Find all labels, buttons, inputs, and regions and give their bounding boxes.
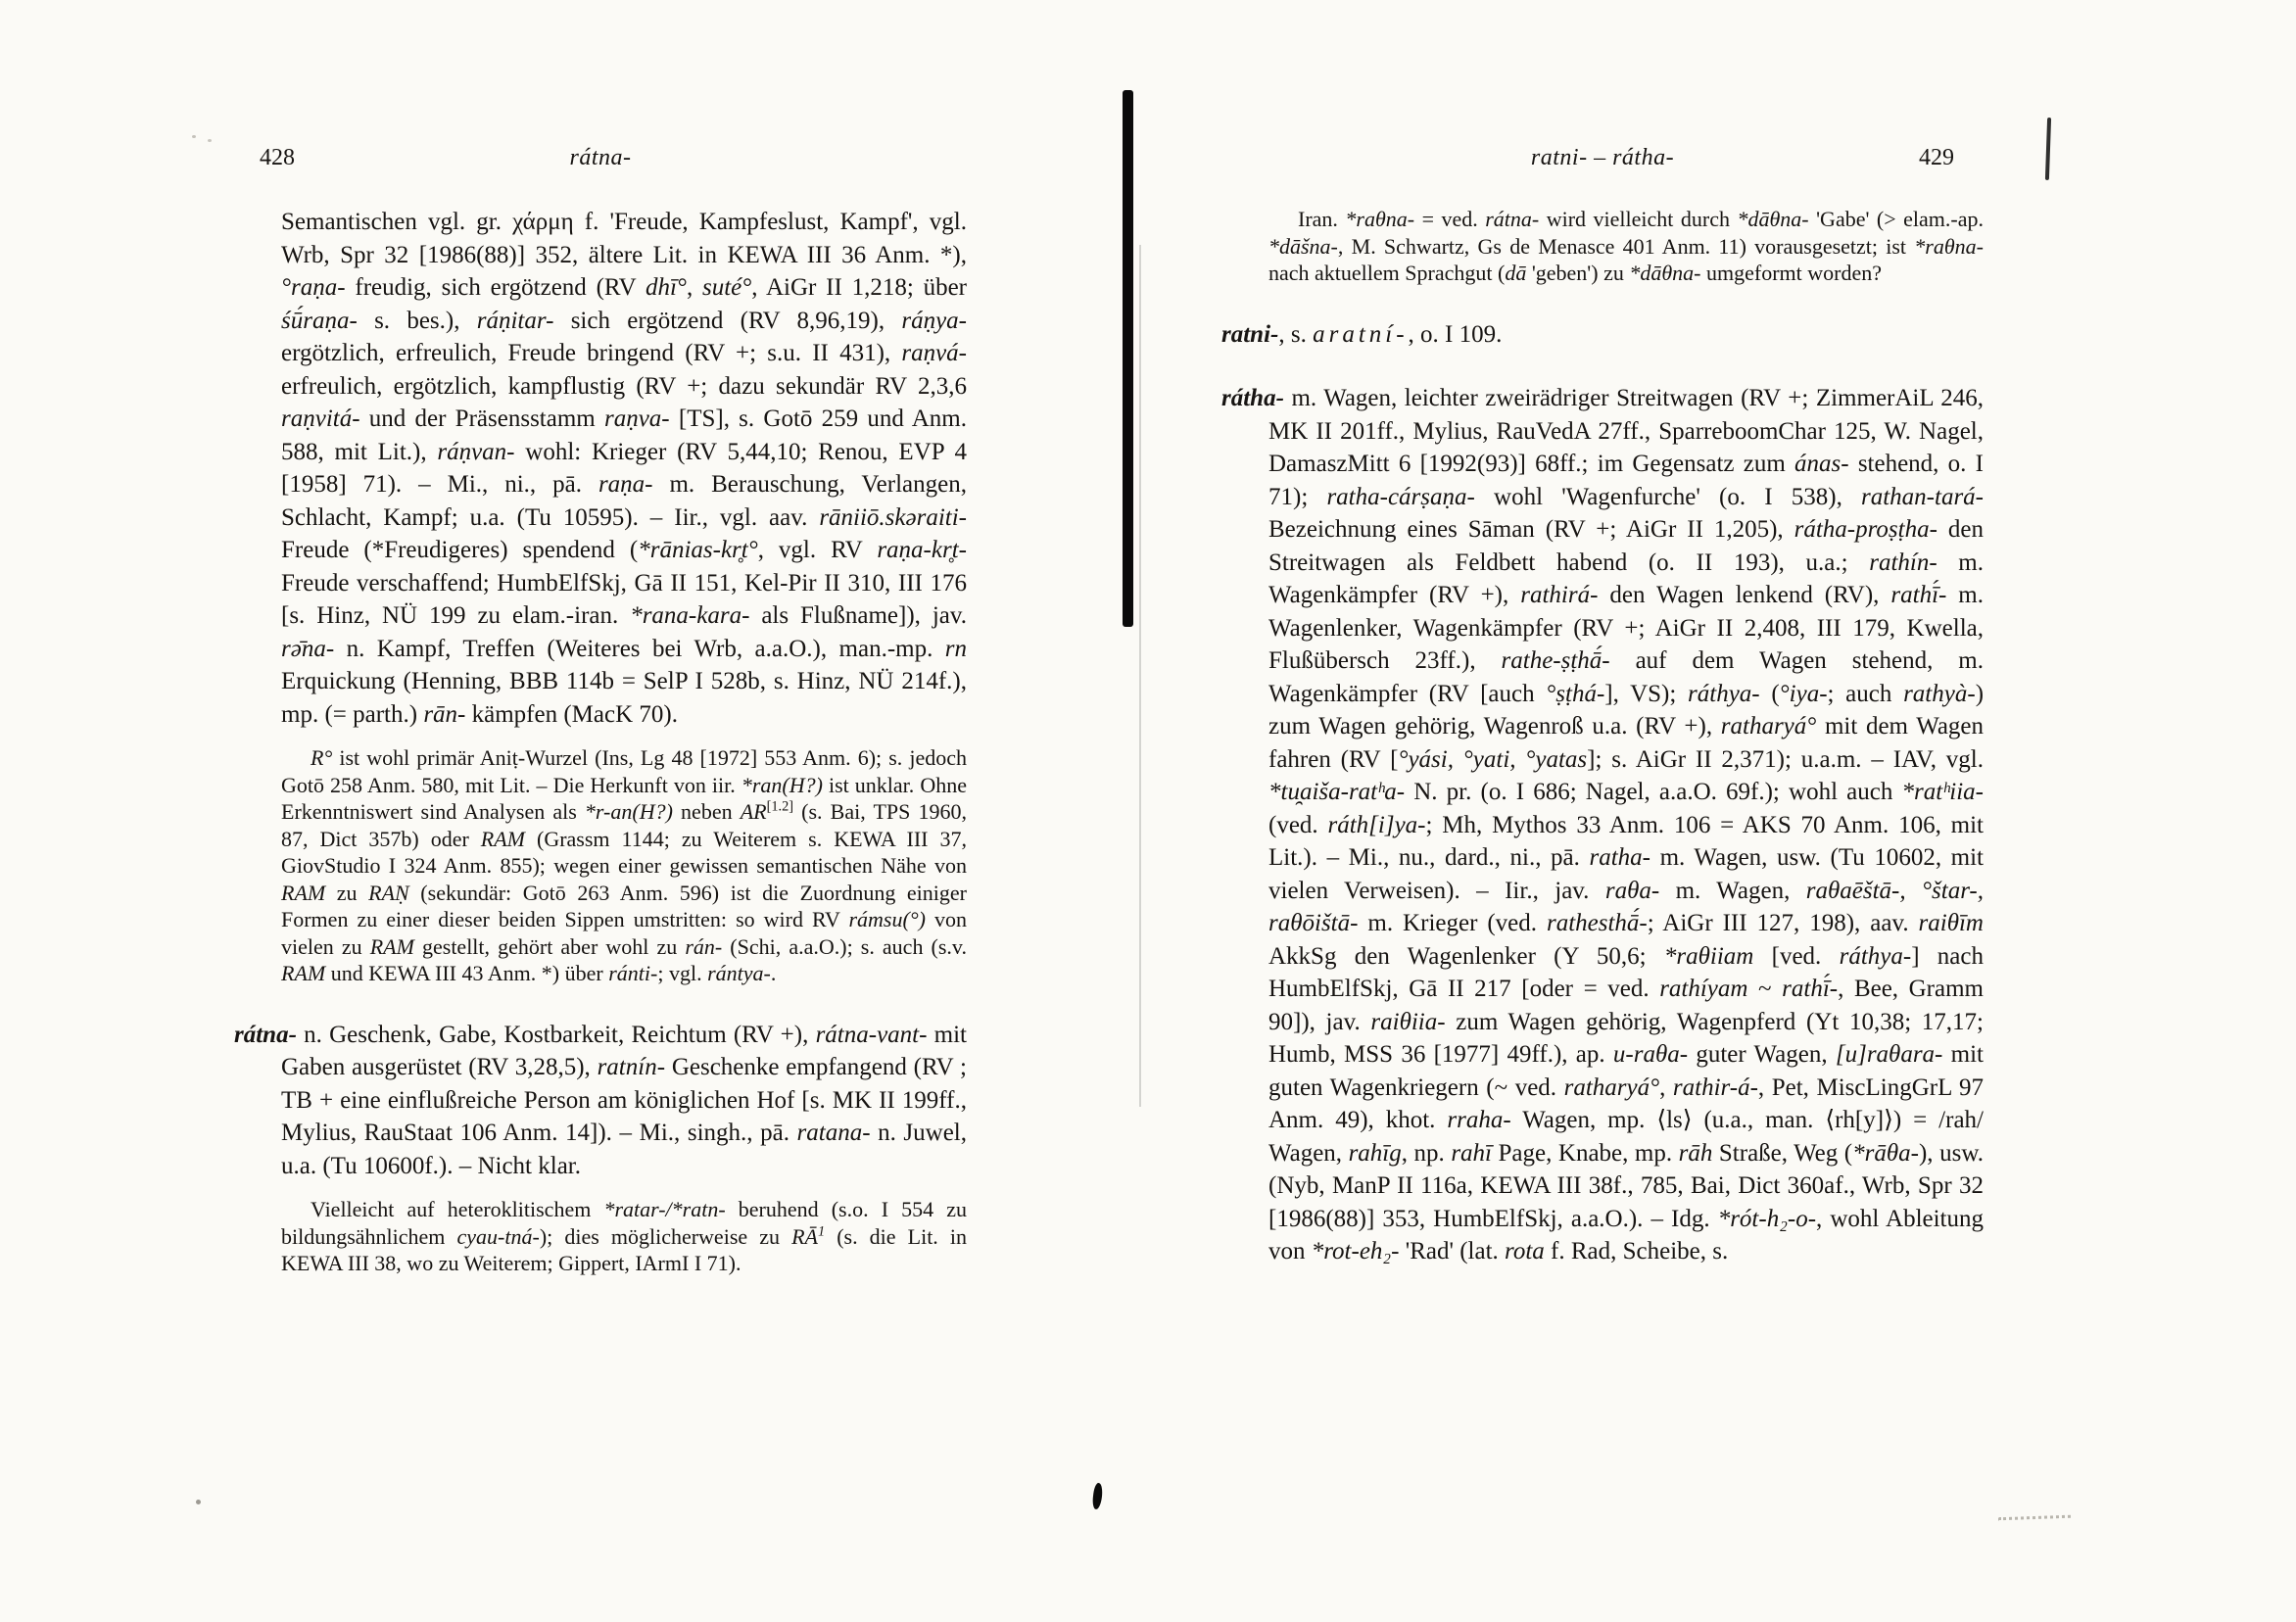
scan-squiggle-bottom-right — [1998, 1515, 2071, 1521]
text-run: °raṇa- — [281, 274, 346, 301]
text-run: Straße, Weg ( — [1712, 1139, 1853, 1167]
text-run: m. Krieger (ved. — [1358, 910, 1547, 936]
text-run: ráṇya- — [901, 307, 967, 334]
text-run: *dāθna- — [1629, 261, 1701, 285]
text-run: ráṇitar- — [476, 307, 554, 334]
text-run: Geschenke empfangend (RV ; TB + eine einflußreiche Person am königlichen Hof [s. MK II 199ff., Mylius, RauStaat 106 Anm. 14]). – Mi., singh., pā. — [281, 1054, 967, 1146]
text-run: ) zum Wagen gehörig, Wagenroß u.a. (RV +), — [1268, 680, 1985, 739]
text-run: , AiGr II 1,218; über — [751, 274, 967, 301]
text-run: Bezeichnung eines Sāman (RV +; AiGr II 1,205), — [1268, 516, 1794, 543]
text-run: ], VS); — [1604, 680, 1689, 707]
text-run: m. Wagenkämpfer (RV +), — [1268, 549, 1984, 608]
text-run: ( — [1759, 680, 1780, 707]
text-run: *rana-kara- — [630, 602, 750, 629]
text-run: rátha- — [1221, 385, 1284, 411]
scan-speck-top-left-2 — [208, 139, 212, 142]
text-run: , s. — [1278, 320, 1314, 348]
text-run: rátna- — [1485, 207, 1540, 231]
text-run: 'Rad' (lat. — [1399, 1238, 1506, 1264]
text-run: rathín- — [1869, 549, 1937, 576]
text-run: Vielleicht auf heteroklitischem — [311, 1197, 604, 1221]
text-run: cyau-tná- — [456, 1223, 540, 1249]
text-run: rátna- — [234, 1021, 297, 1048]
text-run: rə̄na- — [281, 635, 335, 662]
text-run: u-raθa- — [1612, 1041, 1689, 1068]
text-run: *dāšna- — [1268, 233, 1338, 259]
text-run: ] nach HumbElfSkj, Gā II 217 [oder = ved. — [1268, 942, 1984, 1002]
text-run: *rānias-kr̥t° — [638, 537, 758, 563]
text-run: rántya- — [707, 961, 771, 985]
text-run: Page, Knabe, mp. — [1492, 1139, 1679, 1167]
text-run: auf dem Wagen stehend, m. Wagenkämpfer (RV [auch — [1268, 647, 1984, 707]
text-run: guter Wagen, — [1688, 1041, 1836, 1068]
text-run: = ved. — [1414, 207, 1486, 231]
text-run: wohl 'Wagenfurche' (o. I 538), — [1474, 483, 1861, 510]
text-run: rahī — [1451, 1139, 1492, 1167]
text-run: Wagen, mp. ⟨ls⟩ (u.a., man. ⟨rh[y]⟩) = /rah/ Wagen, — [1268, 1107, 1984, 1167]
text-run: RAM — [369, 933, 414, 959]
text-run: , — [1659, 1073, 1673, 1101]
text-run: , vgl. RV — [757, 537, 878, 563]
text-run: *rot-eh₂- — [1311, 1238, 1400, 1264]
text-run: den Wagen lenkend (RV), — [1598, 582, 1891, 608]
paragraph-entry — [1221, 318, 1984, 352]
text-run: RAM — [281, 880, 326, 905]
text-run: f. Rad, Scheibe, s. — [1544, 1238, 1729, 1264]
text-run: gestellt, gehört aber wohl zu — [413, 933, 686, 959]
text-run: rāh — [1678, 1139, 1713, 1167]
text-run: neben — [672, 799, 741, 824]
text-run: *rót-h₂-o- — [1717, 1205, 1817, 1232]
text-run: °iya- — [1779, 680, 1828, 707]
text-run: m. Wagen, leichter zweirädriger Streitwagen (RV +; ZimmerAiL 246, MK II 201ff., Mylius, RauVedA 27ff., SparreboomChar 125, W. Nagel, DamaszMitt 6 [1992(93)] 68ff.; im Gegensatz zum — [1268, 385, 1984, 477]
text-run: ergötzlich, erfreulich, Freude bringend (RV +; s.u. II 431), — [281, 340, 902, 366]
text-run: . — [770, 961, 777, 985]
text-run: RĀ — [791, 1223, 818, 1249]
text-run: n. Juwel, u.a. (Tu 10600f.). – Nicht klar. — [281, 1120, 967, 1179]
paragraph-small — [281, 744, 967, 987]
text-run: raṇva- — [603, 406, 670, 432]
text-run: ; AiGr III 127, 198), aav. — [1647, 910, 1919, 936]
text-run: ist unklar. Ohne Erkenntniswert sind Analysen als — [281, 772, 967, 824]
text-run: RAM — [480, 826, 525, 851]
text-run: *rāθa- — [1852, 1139, 1919, 1167]
text-run: , o. I 109. — [1408, 320, 1503, 348]
text-run: rathe-ṣṭhā́- — [1501, 647, 1610, 674]
text-run: ist wohl primär Aniṭ-Wurzel (Ins, Lg 48 [1972] 553 Anm. 6); s. jedoch Gotō 258 Anm. 580, mit Lit. – Die Herkunft von iir. — [281, 745, 967, 797]
text-run: AR — [740, 799, 767, 824]
text-run: ráṇvan- — [437, 438, 515, 465]
text-run: *raθna- — [1914, 233, 1984, 259]
text-run: , Bee, Gramm 90]), jav. — [1268, 976, 1984, 1035]
text-run: °ṣṭhá- — [1546, 680, 1605, 707]
text-run: [ved. — [1753, 942, 1840, 970]
text-run: 'geben') zu — [1526, 261, 1630, 285]
text-run: suté° — [702, 274, 752, 301]
text-run: raṇa- — [598, 471, 653, 498]
running-head-right: ratni- – rátha- — [1530, 145, 1675, 170]
text-run: rathíyam — [1659, 976, 1748, 1002]
text-run: *ratar-/*ratn- — [603, 1197, 726, 1221]
paragraph-small — [281, 1196, 967, 1277]
text-run: (s. die Lit. in KEWA III 38, wo zu Weiterem; Gippert, IArmI I 71). — [281, 1223, 967, 1275]
text-run: erfreulich, ergötzlich, kampflustig (RV +; dazu sekundär RV 2,3,6 — [281, 372, 967, 400]
text-run: Semantischen vgl. gr. χάρμη f. 'Freude, Kampfeslust, Kampf', vgl. Wrb, Spr 32 [1986(88)] 352, ältere Lit. in KEWA III 36 Anm. *), — [281, 209, 967, 268]
text-run: (sekundär: Gotō 263 Anm. 596) ist die Zuordnung einiger Formen zu einer dieser beiden Sippen umstritten: so wird RV — [281, 880, 967, 931]
text-run: raθa- — [1604, 877, 1660, 904]
page-header-right — [1221, 145, 1984, 180]
text-run: *r-an(H?) — [584, 799, 673, 824]
text-run: m. Wagen, usw. (Tu 10602, mit vielen Verweisen). – Iir., jav. — [1268, 844, 1984, 904]
text-run: RAM — [281, 961, 326, 985]
text-run: m. Berauschung, Verlangen, Schlacht, Kampf; u.a. (Tu 10595). – Iir., vgl. aav. — [281, 471, 967, 531]
text-run: [TS], s. Gotō 259 und Anm. 588, mit Lit.), — [281, 406, 967, 465]
text-run: , np. — [1401, 1139, 1452, 1167]
text-run: rathesthā́- — [1546, 910, 1648, 936]
text-run: aratní- — [1313, 320, 1409, 348]
text-run: *raθiiam — [1663, 942, 1754, 970]
paragraph-cont — [281, 206, 967, 731]
text-run: von vielen zu — [281, 907, 967, 959]
scan-gutter-mark — [1123, 90, 1133, 627]
text-run: , — [686, 274, 702, 301]
text-run: raṇa-kr̥t- — [877, 537, 967, 563]
text-run: sich ergötzend (RV 8,96,19), — [553, 307, 902, 334]
text-run: dhī° — [645, 274, 687, 301]
text-run: (Schi, a.a.O.); s. auch (s.v. — [722, 933, 967, 959]
text-run: , M. Schwartz, Gs de Menasce 401 Anm. 11) vorausgesetzt; ist — [1337, 233, 1915, 259]
text-run: und der Präsensstamm — [359, 406, 604, 432]
scan-pen-stroke-top-right — [2045, 118, 2051, 180]
text-run: ráth[i]ya- — [1327, 811, 1426, 838]
text-run: stehend, o. I 71); — [1268, 451, 1984, 510]
text-run: śū́raṇa- — [281, 307, 358, 334]
text-run: ratha-cárṣaṇa- — [1326, 483, 1475, 510]
text-run: rámsu(°) — [848, 907, 926, 931]
text-run: umgeformt worden? — [1700, 261, 1883, 285]
text-run: ~ — [1747, 976, 1783, 1002]
text-run: m. Wagenlenker, Wagenkämpfer (RV +; AiGr II 2,408, III 179, Kwella, Flußübersch 23ff.), — [1268, 582, 1984, 674]
text-run: ]; s. AiGr II 2,371); u.a.m. – IAV, vgl. — [1587, 745, 1984, 773]
scan-speck-top-left-1 — [192, 135, 196, 138]
text-run: beruhend (s.o. I 554 zu bildungsähnlichem — [281, 1197, 967, 1249]
text-run: n. Kampf, Treffen (Weiteres bei Wrb, a.a.O.), man.-mp. — [334, 635, 945, 662]
scan-gutter-hairline — [1139, 245, 1141, 1107]
text-run: , wohl Ableitung von — [1268, 1205, 1985, 1264]
text-run: [1.2] — [766, 798, 794, 815]
paragraph-entry — [234, 1019, 968, 1183]
text-run: zum Wagen gehörig, Wagenpferd (Yt 10,38; 17,17; Humb, MSS 36 [1977] 49ff.), ap. — [1268, 1008, 1985, 1068]
text-run: *raθna- — [1345, 207, 1415, 231]
text-run: nach aktuellem Sprachgut ( — [1268, 261, 1506, 285]
text-run: freudig, sich ergötzend (RV — [345, 274, 646, 301]
text-run: rathī́- — [1782, 976, 1839, 1002]
text-run: mit guten Wagenkriegern (~ ved. — [1268, 1041, 1984, 1101]
book-page-left — [234, 145, 967, 1277]
book-page-right — [1221, 145, 1984, 1268]
text-run: rn — [944, 635, 967, 662]
text-run: ratana- — [796, 1120, 871, 1146]
running-head-left: rátna- — [569, 145, 632, 170]
text-run: ránti- — [608, 961, 658, 985]
text-run: raṇvitá- — [281, 406, 360, 432]
text-run: (s. Bai, TPS 1960, 87, Dict 357b) oder — [281, 799, 967, 851]
text-run: kämpfen (MacK 70). — [465, 700, 678, 728]
text-run: 'Gabe' (> elam.-ap. — [1808, 207, 1984, 231]
text-run: rátha-proṣṭha- — [1794, 516, 1937, 543]
text-run: rán- — [685, 933, 723, 959]
text-run: rāniiō.skəraiti- — [819, 503, 967, 531]
page-number-right: 429 — [1919, 145, 1954, 170]
page-body-left — [234, 206, 967, 1277]
text-run: rathirá- — [1520, 582, 1599, 608]
text-run: rathir-á- — [1672, 1073, 1758, 1101]
text-run: n. Geschenk, Gabe, Kostbarkeit, Reichtum (RV +), — [296, 1021, 816, 1048]
text-run: wohl: Krieger (RV 5,44,10; Renou, EVP 4 [1958] 71). – Mi., ni., pā. — [281, 438, 967, 498]
text-run: °yási, °yati, °yatas — [1398, 745, 1588, 773]
text-run: rathī́- — [1890, 582, 1947, 608]
text-run: raṇvá- — [901, 340, 967, 366]
text-run: als Flußname]), jav. — [749, 602, 968, 629]
text-run: raiθiia- — [1370, 1008, 1446, 1035]
text-run: rān- — [423, 700, 466, 728]
text-run: den Streitwagen als Feldbett habend (o. II 193), u.a.; — [1268, 516, 1984, 576]
page-body-right — [1221, 206, 1984, 1268]
text-run: rátna-vant- — [815, 1021, 928, 1048]
text-run: ; vgl. — [657, 961, 708, 985]
scan-speck-bottom-left — [196, 1500, 201, 1504]
text-run: *ran(H?) — [741, 772, 823, 797]
text-run: *dāθna- — [1737, 207, 1809, 231]
text-run: rathan-tará- — [1861, 483, 1984, 510]
text-run: , Pet, MiscLingGrL 97 Anm. 49), khot. — [1268, 1073, 1984, 1133]
text-run: ratni- — [1221, 320, 1279, 348]
text-run: 1 — [817, 1223, 826, 1240]
scan-bottom-center-mark — [1091, 1483, 1103, 1510]
text-run: rraha- — [1447, 1107, 1511, 1133]
text-run: ; auch — [1827, 680, 1904, 707]
text-run: ráthya- — [1688, 680, 1760, 707]
text-run: zu — [325, 880, 369, 905]
text-run: s. bes.), — [357, 307, 477, 334]
text-run: Freude (*Freudigeres) spendend ( — [281, 537, 639, 563]
page-number-left: 428 — [260, 145, 295, 170]
text-run: mit dem Wagen fahren (RV [ — [1268, 713, 1985, 773]
text-run: RAṆ — [368, 880, 409, 905]
text-run: und KEWA III 43 Anm. *) über — [325, 961, 609, 985]
text-run: AkkSg den Wagenlenker (Y 50,6; — [1268, 942, 1664, 970]
paragraph-entry — [1221, 382, 1985, 1268]
text-run: ; Mh, Mythos 33 Anm. 106 = AKS 70 Anm. 106, mit Lit.). – Mi., nu., dard., ni., pā. — [1268, 811, 1984, 871]
text-run: (ved. — [1268, 811, 1328, 838]
text-run: *tu̯aiša-ratʰa- — [1268, 779, 1406, 805]
text-run: ratnín- — [597, 1054, 666, 1080]
text-run: ratha- — [1589, 844, 1650, 871]
text-run: mit Gaben ausgerüstet (RV 3,28,5), — [281, 1021, 968, 1080]
text-run: rahīg — [1348, 1139, 1402, 1167]
text-run: ratharyá° — [1563, 1073, 1660, 1101]
text-run: Iran. — [1298, 207, 1346, 231]
text-run: wird vielleicht durch — [1539, 207, 1738, 231]
text-run: N. pr. (o. I 686; Nagel, a.a.O. 69f.); wohl auch — [1405, 779, 1902, 805]
text-run: m. Wagen, — [1659, 877, 1806, 904]
text-run: raθaēštā-, °štar-, raθōištā- — [1268, 877, 1985, 936]
text-run: ); dies möglicherweise zu — [539, 1223, 792, 1249]
text-run: ), usw. (Nyb, ManP II 116a, KEWA III 38f., 785, Bai, Dict 360af., Wrb, Spr 32 [1986(88)] 353, HumbElfSkj, a.a.O.). – Idg. — [1268, 1139, 1984, 1232]
text-run: *ratʰiia- — [1901, 779, 1984, 805]
page-header-left — [234, 145, 967, 180]
text-run: rathyà- — [1903, 680, 1976, 707]
text-run: ráthya- — [1839, 942, 1912, 970]
text-run: Erquickung (Henning, BBB 114b = SelP I 528b, s. Hinz, NÜ 214f.), mp. (= parth.) — [281, 668, 967, 728]
text-run: raiθīm — [1918, 910, 1984, 936]
text-run: (Grassm 1144; zu Weiterem s. KEWA III 37, GiovStudio I 324 Anm. 855); wegen einer gewissen semantischen Nähe von — [281, 826, 968, 878]
text-run: ratharyá° — [1720, 713, 1817, 739]
text-run: ánas- — [1794, 451, 1849, 477]
text-run: dā — [1505, 261, 1527, 285]
paragraph-small — [1268, 206, 1984, 287]
text-run: [u]raθara- — [1835, 1041, 1943, 1068]
text-run: rota — [1505, 1238, 1545, 1264]
text-run: R° — [311, 745, 333, 770]
text-run: Freude verschaffend; HumbElfSkj, Gā II 151, Kel-Pir II 310, III 176 [s. Hinz, NÜ 199 zu elam.-iran. — [281, 569, 967, 629]
